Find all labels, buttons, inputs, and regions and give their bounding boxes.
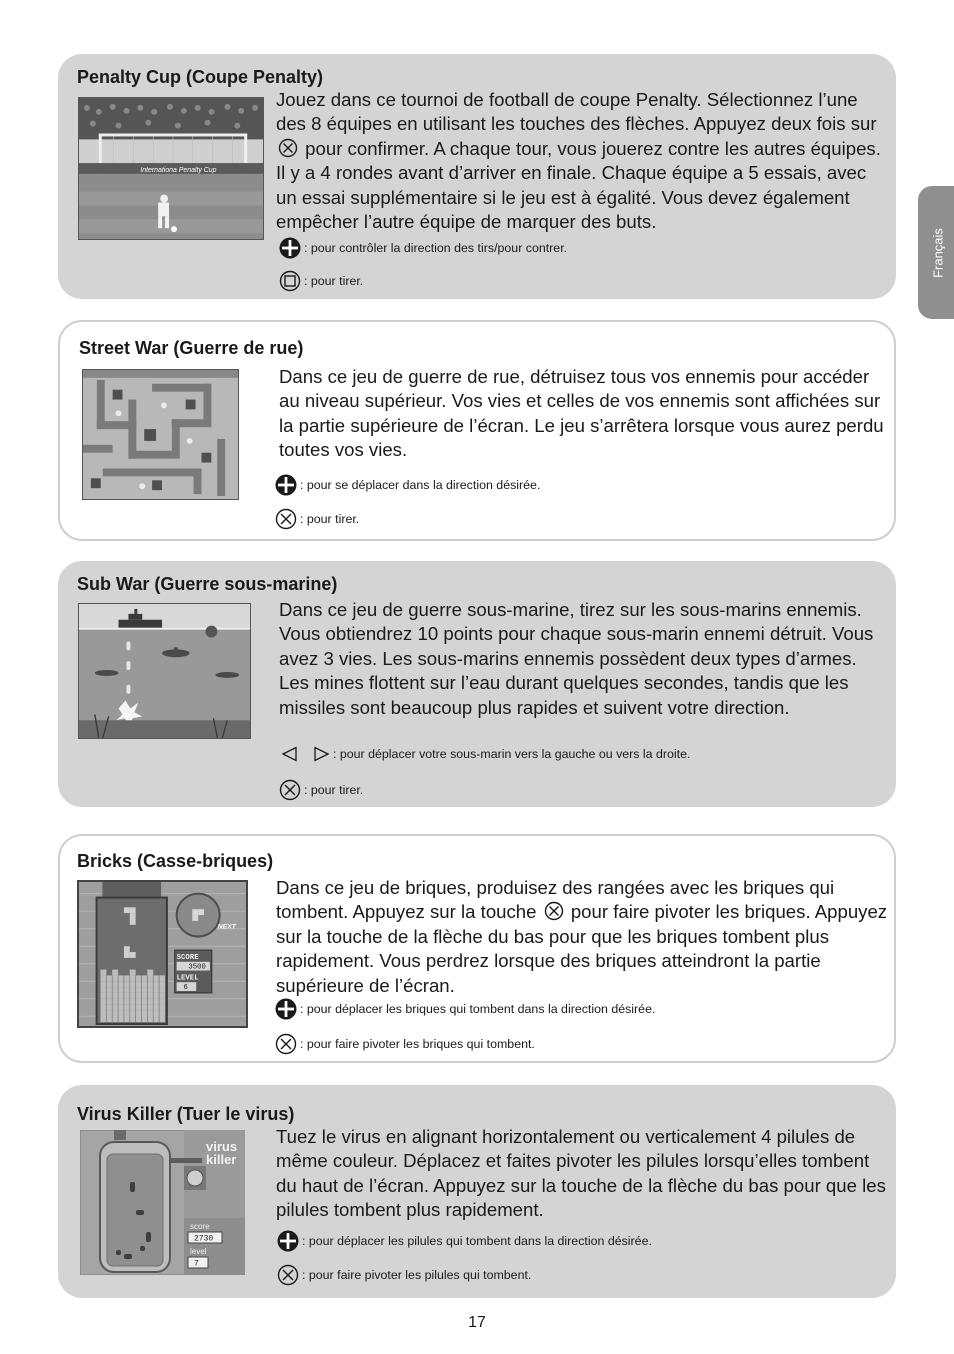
page-number: 17: [468, 1314, 486, 1331]
penalty-cup-banner-text: Internationa Penalty Cup: [140, 166, 217, 174]
cross-button-icon: [275, 1033, 297, 1055]
description-text-part1: Dans ce jeu de briques, produisez des rangées avec les briques qui tombent. Appuyez sur la touche: [276, 877, 835, 923]
description-text-part2: pour confirmer. A chaque tour, vous jouerez contre les autres équipes. Il y a 4 rondes avant d’arriver en finale. Chaque équipe a 5 essais, avec un essai supplémentaire si le jeu est à égalité. Vous devez également empêcher l’autre équipe de marquer des buts.: [276, 137, 881, 233]
section-penalty-cup: [58, 54, 896, 299]
dpad-icon: [275, 998, 297, 1020]
control-text: : pour faire pivoter les briques qui tombent.: [300, 1037, 535, 1051]
score-value: 2730: [194, 1234, 214, 1244]
control-row-dpad: [279, 237, 567, 259]
language-tab-label: Français: [930, 227, 946, 278]
cross-button-icon: [275, 508, 297, 530]
street-war-screenshot: [82, 369, 239, 500]
control-row-cross: [275, 1033, 535, 1055]
penalty-cup-screenshot: [78, 97, 264, 240]
section-title: Street War (Guerre de rue): [79, 338, 304, 358]
section-street-war: [58, 320, 896, 541]
section-title: Virus Killer (Tuer le virus): [77, 1104, 295, 1124]
section-description: [276, 876, 888, 998]
control-text: : pour tirer.: [304, 783, 364, 797]
control-row-cross: [275, 508, 359, 530]
level-label: level: [190, 1247, 207, 1256]
section-title: Penalty Cup (Coupe Penalty): [77, 67, 324, 87]
virus-logo-line1: virus: [206, 1139, 238, 1154]
control-text: : pour se déplacer dans la direction désirée.: [300, 478, 541, 492]
section-bricks: [58, 834, 896, 1063]
control-text: : pour contrôler la direction des tirs/pour contrer.: [304, 241, 568, 255]
cross-button-icon: [277, 1264, 299, 1286]
control-row-dpad: [275, 474, 540, 496]
language-tab: [918, 186, 954, 319]
square-button-icon: [279, 270, 301, 292]
virus-killer-screenshot: [80, 1130, 245, 1275]
score-value: 3500: [188, 963, 206, 972]
dpad-icon: [275, 474, 297, 496]
control-row-cross: [279, 779, 363, 801]
control-text: : pour tirer.: [304, 274, 364, 288]
description-text-part2: pour faire pivoter les briques. Appuyez sur la touche de la flèche du bas pour que les briques tombent plus rapidement. Vous perdrez lorsque des briques atteindront la partie supérieure de l’écran.: [276, 901, 888, 996]
bricks-screenshot: [77, 880, 248, 1028]
control-row-arrows: [279, 746, 690, 762]
cross-button-icon: [544, 901, 564, 921]
section-description: [276, 88, 888, 234]
level-value: 7: [194, 1259, 199, 1269]
dpad-icon: [277, 1230, 299, 1252]
section-virus-killer: [58, 1085, 896, 1298]
section-description: Dans ce jeu de guerre sous-marine, tirez sur les sous-marins ennemis. Vous obtiendrez 10 points pour chaque sous-marin ennemi détruit. Vous avez 3 vies. Les sous-marins ennemis possèdent deux types d’armes. Les mines flottent sur l’eau durant quelques secondes, tandis que les missiles sont beaucoup plus rapides et suivent votre direction.: [279, 599, 874, 718]
control-text: : pour déplacer les briques qui tombent dans la direction désirée.: [300, 1002, 656, 1016]
control-text: : pour déplacer les pilules qui tombent dans la direction désirée.: [302, 1234, 652, 1248]
sub-war-screenshot: [78, 603, 251, 739]
control-text: : pour tirer.: [300, 512, 360, 526]
control-text: : pour déplacer votre sous-marin vers la gauche ou vers la droite.: [333, 747, 691, 761]
dpad-icon: [279, 237, 301, 259]
virus-logo-line2: killer: [206, 1152, 237, 1167]
score-label: score: [190, 1222, 210, 1231]
cross-button-icon: [278, 138, 298, 158]
cross-button-icon: [279, 779, 301, 801]
control-row-cross: [277, 1264, 531, 1286]
control-row-dpad: [277, 1230, 652, 1252]
section-sub-war: [58, 561, 896, 807]
control-text: : pour faire pivoter les pilules qui tombent.: [302, 1268, 532, 1282]
left-right-arrows-icon: [279, 746, 331, 762]
section-description: Dans ce jeu de guerre de rue, détruisez tous vos ennemis pour accéder au niveau supérieur. Vos vies et celles de vos ennemis sont affichées sur la partie supérieure de l’écran. Le jeu s’arrêtera lorsque vous aurez perdu toutes vos vies.: [279, 366, 884, 461]
next-label: NEXT: [217, 923, 236, 931]
section-title: Sub War (Guerre sous-marine): [77, 574, 338, 594]
level-label: LEVEL: [176, 974, 199, 983]
score-label: SCORE: [176, 953, 199, 962]
description-text-part1: Jouez dans ce tournoi de football de coupe Penalty. Sélectionnez l’une des 8 équipes en utilisant les touches des flèches. Appuyez deux fois sur: [276, 89, 877, 135]
control-row-square: [279, 270, 363, 292]
control-row-dpad: [275, 998, 655, 1020]
section-description: Tuez le virus en alignant horizontalement ou verticalement 4 pilules de même couleur. Déplacez et faites pivoter les pilules lorsqu’elles tombent du haut de l’écran. Appuyez sur la touche de la flèche du bas pour que les pilules tombent plus rapidement.: [276, 1126, 886, 1221]
level-value: 6: [183, 984, 188, 993]
section-title: Bricks (Casse-briques): [77, 851, 274, 871]
